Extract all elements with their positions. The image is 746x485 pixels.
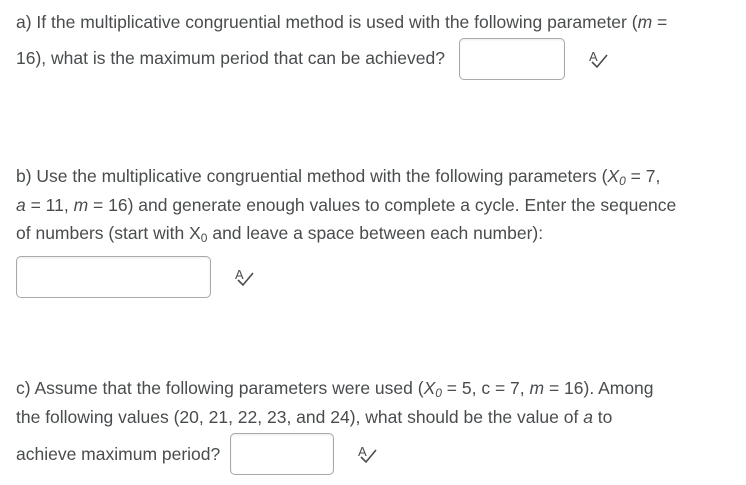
question-b-line-1: b) Use the multiplicative congruential method with the following parameters ($X_0 = 7$, — [16, 166, 661, 188]
answer-c-input[interactable] — [230, 433, 334, 475]
question-c-line-2: the following values (20, 21, 22, 23, and 24), what should be the value of a to — [16, 406, 613, 427]
question-a-line-1: a) If the multiplicative congruential method is used with the following parameter (m = — [16, 12, 668, 32]
spellcheck-icon[interactable] — [356, 442, 380, 466]
answer-a-input[interactable] — [459, 38, 565, 80]
answer-b-input[interactable] — [16, 256, 211, 298]
question-c-line-3: achieve maximum period? A — [16, 433, 734, 475]
spellcheck-icon[interactable] — [233, 265, 257, 289]
question-a — [16, 8, 734, 80]
question-b-line-2: a = 11, m = 16) and generate enough values to complete a cycle. Enter the sequence — [16, 194, 677, 215]
question-b — [16, 162, 734, 298]
question-b-line-3: of numbers (start with $X_0$ and leave a space between each number): — [16, 223, 544, 245]
question-c-line-1: c) Assume that the following parameters were used ($X_0 = 5$, c = 7, m = 16). Among — [16, 378, 654, 400]
question-c — [16, 374, 734, 475]
question-a-line-2: 16), what is the maximum period that can be achieved? A — [16, 38, 734, 80]
spellcheck-icon[interactable] — [587, 47, 611, 71]
question-b-answer-row — [16, 256, 734, 298]
svg-text:A: A — [588, 48, 598, 64]
svg-text:A: A — [358, 444, 367, 459]
svg-text:A: A — [235, 266, 244, 282]
